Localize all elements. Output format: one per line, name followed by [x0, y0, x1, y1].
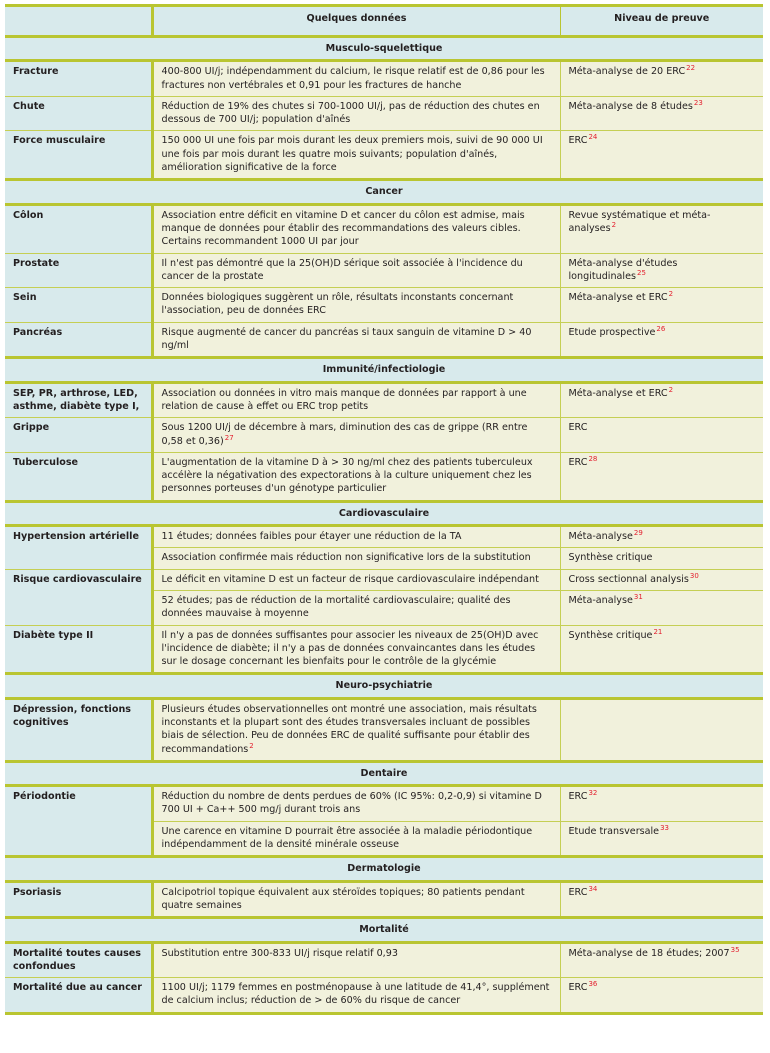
row-label: Diabète type II: [5, 625, 152, 674]
row-data: [152, 625, 560, 674]
table-body: [5, 37, 763, 1014]
reference-number: 32: [588, 789, 598, 798]
row-label: Mortalité toutes causes confondues: [5, 942, 152, 978]
evidence-text: Méta-analyse de 20 ERC: [568, 66, 686, 78]
row-data: [152, 786, 560, 822]
row-label: Dépression, fonctions cognitives: [5, 698, 152, 761]
data-text: 400-800 UI/j; indépendamment du calcium, le risque relatif est de 0,86 pour les fractures non vertébrales et 0,91 pour les fractures de hanche: [161, 66, 545, 91]
row-label: SEP, PR, arthrose, LED, asthme, diabète type I,: [5, 382, 152, 418]
row-label: Côlon: [5, 204, 152, 253]
row-data: [152, 253, 560, 288]
vitamin-d-evidence-table-container: [5, 4, 763, 1015]
evidence-text: Synthèse critique: [568, 629, 653, 641]
section-row: [5, 918, 763, 942]
data-text: 11 études; données faibles pour étayer une réduction de la TA: [161, 531, 462, 543]
header-data: Quelques données: [152, 6, 560, 37]
table-row: [5, 204, 763, 253]
table-row: [5, 526, 763, 548]
data-text: Plusieurs études observationnelles ont montré une association, mais résultats inconstants et la plupart sont des études transversales incluant de possibles biais de sélection. Peu de données ERC de qualité suffisante pour établir des recommandations: [161, 703, 537, 755]
section-title: Mortalité: [5, 918, 763, 942]
data-text: Association confirmée mais réduction non significative lors de la substitution: [161, 552, 531, 564]
section-title: Dermatologie: [5, 857, 763, 881]
reference-number: 35: [730, 945, 740, 954]
section-title: Dentaire: [5, 761, 763, 785]
evidence-text: ERC: [568, 422, 588, 434]
table-row: [5, 418, 763, 453]
evidence-text: ERC: [568, 982, 588, 994]
row-data: [152, 942, 560, 978]
section-title: Immunité/infectiologie: [5, 358, 763, 382]
row-evidence: [560, 569, 763, 590]
data-text: 1100 UI/j; 1179 femmes en postménopause à une latitude de 41,4°, supplément de calcium inclus; réduction de > de 60% du risque de cancer: [161, 982, 550, 1007]
table-row: [5, 253, 763, 288]
reference-number: 33: [660, 823, 670, 832]
reference-number: 2: [249, 741, 254, 750]
data-text: Le déficit en vitamine D est un facteur de risque cardiovasculaire indépendant: [161, 573, 539, 585]
evidence-text: Méta-analyse et ERC: [568, 292, 668, 304]
reference-number: 27: [224, 433, 234, 442]
evidence-text: Méta-analyse: [568, 531, 633, 543]
row-label: Hypertension artérielle: [5, 526, 152, 570]
data-text: Risque augmenté de cancer du pancréas si taux sanguin de vitamine D > 40 ng/ml: [161, 326, 532, 352]
section-row: [5, 674, 763, 698]
row-data: [152, 526, 560, 548]
table-header: [5, 6, 763, 37]
data-text: 52 études; pas de réduction de la mortalité cardiovasculaire; qualité des données mauvaise à moyenne: [161, 594, 511, 620]
section-row: [5, 37, 763, 61]
data-text: Il n'y a pas de données suffisantes pour associer les niveaux de 25(OH)D avec l'incidence de diabète; il n'y a pas de données convaincantes dans les études sur le dosage concernant les bienfaits pour le contrôle de la glycémie: [161, 629, 539, 668]
table-row: [5, 61, 763, 97]
row-data: [152, 288, 560, 323]
evidence-text: Méta-analyse de 18 études; 2007: [568, 947, 730, 959]
row-data: [152, 881, 560, 918]
header-domain: [5, 6, 152, 37]
row-evidence: [560, 452, 763, 501]
row-evidence: [560, 204, 763, 253]
evidence-text: Synthèse critique: [568, 552, 653, 564]
row-label: Grippe: [5, 418, 152, 453]
section-title: Cancer: [5, 180, 763, 204]
evidence-text: ERC: [568, 135, 588, 147]
row-data: [152, 96, 560, 131]
row-data: [152, 569, 560, 590]
row-evidence: [560, 625, 763, 674]
row-data: [152, 204, 560, 253]
row-data: [152, 382, 560, 418]
table-row: [5, 322, 763, 358]
evidence-text: Revue systématique et méta-analyses: [568, 209, 711, 234]
table-bottom-rule: [5, 1013, 763, 1015]
row-label: Prostate: [5, 253, 152, 288]
reference-number: 25: [637, 268, 646, 277]
table-row: [5, 942, 763, 978]
evidence-text: Méta-analyse et ERC: [568, 387, 668, 399]
row-data: [152, 61, 560, 97]
section-title: Cardiovasculaire: [5, 501, 763, 525]
row-evidence: [560, 548, 763, 569]
reference-number: 26: [656, 324, 666, 333]
table-row: [5, 382, 763, 418]
row-evidence: [560, 786, 763, 822]
reference-number: 36: [588, 980, 598, 989]
row-evidence: [560, 322, 763, 358]
data-text: Une carence en vitamine D pourrait être associée à la maladie périodontique indépendamment de la densité minérale osseuse: [161, 825, 533, 851]
evidence-text: ERC: [568, 456, 588, 468]
row-label: Fracture: [5, 61, 152, 97]
reference-number: 28: [588, 454, 598, 463]
row-evidence: [560, 382, 763, 418]
table-row: [5, 881, 763, 918]
reference-number: 2: [668, 385, 674, 394]
row-evidence: [560, 288, 763, 323]
row-label: Mortalité due au cancer: [5, 978, 152, 1014]
table-row: [5, 131, 763, 180]
reference-number: 2: [611, 220, 617, 229]
table-row: [5, 786, 763, 822]
row-label: Force musculaire: [5, 131, 152, 180]
reference-number: 21: [653, 627, 663, 636]
row-evidence: [560, 821, 763, 857]
data-text: Réduction du nombre de dents perdues de 60% (IC 95%: 0,2-0,9) si vitamine D 700 UI + Ca++ 500 mg/j durant trois ans: [161, 791, 542, 816]
data-text: Réduction de 19% des chutes si 700-1000 UI/j, pas de réduction des chutes en dessous de 700 UI/j; population d'aînés: [161, 100, 540, 126]
row-evidence: [560, 590, 763, 625]
row-evidence: [560, 881, 763, 918]
row-data: [152, 418, 560, 453]
reference-number: 34: [588, 884, 598, 893]
reference-number: 2: [668, 290, 674, 299]
evidence-text: ERC: [568, 791, 588, 803]
row-label: Psoriasis: [5, 881, 152, 918]
row-data: [152, 698, 560, 761]
section-row: [5, 358, 763, 382]
evidence-text: Etude prospective: [568, 326, 656, 338]
row-data: [152, 322, 560, 358]
section-row: [5, 857, 763, 881]
row-data: [152, 548, 560, 569]
row-data: [152, 131, 560, 180]
table-row: [5, 625, 763, 674]
row-evidence: [560, 942, 763, 978]
table-row: [5, 452, 763, 501]
row-data: [152, 821, 560, 857]
evidence-text: Cross sectionnal analysis: [568, 573, 689, 585]
row-data: [152, 590, 560, 625]
evidence-text: Méta-analyse: [568, 594, 633, 606]
section-row: [5, 180, 763, 204]
reference-number: 23: [693, 98, 703, 107]
data-text: L'augmentation de la vitamine D à > 30 ng/ml chez des patients tuberculeux accélère la négativation des expectorations à la culture uniquement chez les personnes porteuses d'un génotype particulier: [161, 456, 533, 495]
row-label: Tuberculose: [5, 452, 152, 501]
reference-number: 22: [686, 64, 696, 73]
data-text: Association entre déficit en vitamine D et cancer du côlon est admise, mais manque de données pour établir des recommandations des valeurs cibles. Certains recommandent 1000 UI par jour: [161, 209, 525, 248]
data-text: Il n'est pas démontré que la 25(OH)D sérique soit associée à l'incidence du cancer de la prostate: [161, 257, 523, 282]
row-evidence: [560, 418, 763, 453]
reference-number: 30: [689, 571, 699, 580]
table-row: [5, 698, 763, 761]
section-title: Musculo-squelettique: [5, 37, 763, 61]
data-text: 150 000 UI une fois par mois durant les deux premiers mois, suivi de 90 000 UI une fois par mois durant les quatre mois suivants; population d'aînés, amélioration significative de la force: [161, 135, 543, 174]
evidence-text: ERC: [568, 886, 588, 898]
row-evidence: [560, 978, 763, 1014]
data-text: Sous 1200 UI/j de décembre à mars, diminution des cas de grippe (RR entre 0,58 et 0,36): [161, 422, 528, 447]
evidence-table: [5, 4, 763, 1015]
row-evidence: [560, 61, 763, 97]
table-row: [5, 96, 763, 131]
row-evidence: [560, 96, 763, 131]
row-evidence: [560, 526, 763, 548]
row-label: Périodontie: [5, 786, 152, 857]
row-data: [152, 978, 560, 1014]
row-label: Risque cardiovasculaire: [5, 569, 152, 625]
section-row: [5, 501, 763, 525]
row-evidence: [560, 131, 763, 180]
row-label: Pancréas: [5, 322, 152, 358]
section-title: Neuro-psychiatrie: [5, 674, 763, 698]
evidence-text: Méta-analyse de 8 études: [568, 100, 693, 112]
section-row: [5, 761, 763, 785]
row-data: [152, 452, 560, 501]
row-evidence: [560, 698, 763, 761]
row-label: Sein: [5, 288, 152, 323]
data-text: Substitution entre 300-833 UI/j risque relatif 0,93: [161, 947, 398, 959]
header-evidence: Niveau de preuve: [560, 6, 763, 37]
row-evidence: [560, 253, 763, 288]
data-text: Données biologiques suggèrent un rôle, résultats inconstants concernant l'association, peu de données ERC: [161, 292, 514, 317]
reference-number: 29: [633, 529, 643, 538]
table-row: [5, 569, 763, 590]
data-text: Calcipotriol topique équivalent aux stéroïdes topiques; 80 patients pendant quatre semaines: [161, 886, 525, 911]
reference-number: 31: [633, 592, 643, 601]
reference-number: 24: [588, 133, 598, 142]
table-row: [5, 978, 763, 1014]
table-row: [5, 288, 763, 323]
evidence-text: Etude transversale: [568, 825, 660, 837]
data-text: Association ou données in vitro mais manque de données par rapport à une relation de cause à effet ou ERC trop petits: [161, 387, 527, 412]
row-label: Chute: [5, 96, 152, 131]
evidence-text: Méta-analyse d'études longitudinales: [568, 257, 678, 282]
